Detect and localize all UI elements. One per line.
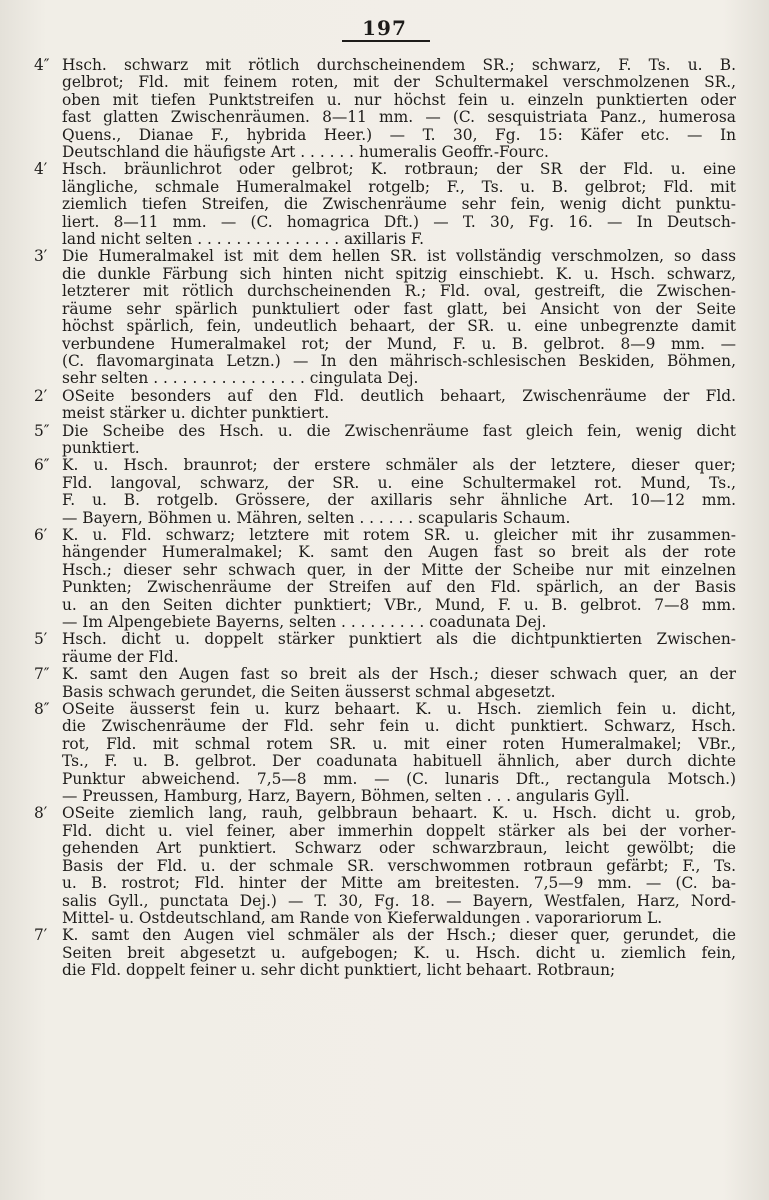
- text-line: meist stärker u. dichter punktiert.: [62, 404, 330, 423]
- key-entry: [36, 701, 736, 805]
- text-line: OSeite ziemlich lang, rauh, gelbbraun behaart. K. u. Hsch. dicht u. grob,: [62, 804, 736, 823]
- text-line: Hsch.; dieser sehr schwach quer, in der Mitte der Scheibe nur mit einzelnen: [62, 560, 736, 579]
- text-line: Hsch. schwarz mit rötlich durchscheinendem SR.; schwarz, F. Ts. u. B.: [62, 56, 736, 74]
- text-line: sehr selten . . . . . . . . . . . . . . . . cingulata Dej.: [62, 369, 419, 388]
- text-line: ziemlich tiefen Streifen, die Zwischenräume sehr fein, wenig dicht punktu-: [62, 195, 736, 214]
- couplet-number: 6″: [34, 456, 50, 475]
- text-line: land nicht selten . . . . . . . . . . . . . . . axillaris F.: [62, 230, 425, 249]
- text-line: räume sehr spärlich punktuliert oder fast glatt, bei Ansicht von der Seite: [62, 299, 736, 318]
- key-entry: [36, 631, 736, 666]
- text-line: — Bayern, Böhmen u. Mähren, selten . . . . . . scapularis Schaum.: [62, 508, 571, 527]
- text-line: punktiert.: [62, 438, 140, 457]
- couplet-number: 7″: [34, 665, 50, 684]
- text-line: die Zwischenräume der Fld. sehr fein u. dicht punktiert. Schwarz, Hsch.: [62, 717, 736, 736]
- couplet-number: 5″: [34, 421, 50, 440]
- key-entry: [36, 457, 736, 527]
- text-line: — Preussen, Hamburg, Harz, Bayern, Böhmen, selten . . . angularis Gyll.: [62, 787, 630, 806]
- couplet-number: 6′: [34, 525, 48, 544]
- text-line: Die Scheibe des Hsch. u. die Zwischenräume fast gleich fein, wenig dicht: [62, 421, 736, 440]
- key-entry: [36, 161, 736, 248]
- couplet-number: 4′: [34, 160, 48, 179]
- text-line: Quens., Dianae F., hybrida Heer.) — T. 30, Fg. 15: Käfer etc. — In: [62, 125, 736, 144]
- text-line: OSeite besonders auf den Fld. deutlich behaart, Zwischenräume der Fld.: [62, 386, 736, 405]
- text-line: Mittel- u. Ostdeutschland, am Rande von Kieferwaldungen . vaporariorum L.: [62, 908, 663, 927]
- page-number: 197: [362, 16, 407, 40]
- text-line: K. u. Hsch. braunrot; der erstere schmäler als der letztere, dieser quer;: [62, 456, 736, 475]
- text-line: Deutschland die häufigste Art . . . . . . humeralis Geoffr.-Fourc.: [62, 143, 549, 162]
- text-line: salis Gyll., punctata Dej.) — T. 30, Fg. 18. — Bayern, Westfalen, Harz, Nord-: [62, 891, 736, 910]
- text-line: die dunkle Färbung sich hinten nicht spitzig einschiebt. K. u. Hsch. schwarz,: [62, 264, 736, 283]
- text-line: Fld. langoval, schwarz, der SR. u. eine Schultermakel rot. Mund, Ts.,: [62, 473, 736, 492]
- text-line: Fld. dicht u. viel feiner, aber immerhin doppelt stärker als bei der vorher-: [62, 821, 736, 840]
- text-line: Punkten; Zwischenräume der Streifen auf den Fld. spärlich, an der Basis: [62, 578, 736, 597]
- text-line: längliche, schmale Humeralmakel rotgelb; F., Ts. u. B. gelbrot; Fld. mit: [62, 177, 736, 196]
- text-line: Ts., F. u. B. gelbrot. Der coadunata habituell ähnlich, aber durch dichte: [62, 752, 736, 771]
- text-line: Punktur abweichend. 7,5—8 mm. — (C. lunaris Dft., rectangula Motsch.): [62, 769, 736, 788]
- text-line: Basis der Fld. u. der schmale SR. verschwommen rotbraun gefärbt; F., Ts.: [62, 856, 736, 875]
- text-line: u. B. rostrot; Fld. hinter der Mitte am breitesten. 7,5—9 mm. — (C. ba-: [62, 874, 736, 893]
- text-line: F. u. B. rotgelb. Grössere, der axillaris sehr ähnliche Art. 10—12 mm.: [62, 491, 736, 510]
- text-line: Hsch. bräunlichrot oder gelbrot; K. rotbraun; der SR der Fld. u. eine: [62, 160, 736, 179]
- text-line: oben mit tiefen Punktstreifen u. nur höchst fein u. einzeln punktierten oder: [62, 90, 736, 109]
- text-line: räume der Fld.: [62, 647, 179, 666]
- text-line: K. samt den Augen viel schmäler als der Hsch.; dieser quer, gerundet, die: [62, 926, 736, 945]
- header-rule: [342, 40, 430, 42]
- key-entry: [36, 805, 736, 927]
- couplet-number: 4″: [34, 56, 50, 74]
- text-line: letzterer mit rötlich durchscheinenden R.; Fld. oval, gestreift, die Zwischen-: [62, 282, 736, 301]
- text-line: — Im Alpengebiete Bayerns, selten . . . . . . . . . coadunata Dej.: [62, 613, 547, 631]
- text-line: Seiten breit abgesetzt u. aufgebogen; K. u. Hsch. dicht u. ziemlich fein,: [62, 943, 736, 962]
- couplet-number: 5′: [34, 630, 48, 649]
- text-line: (C. flavomarginata Letzn.) — In den mährisch-schlesischen Beskiden, Böhmen,: [62, 351, 736, 370]
- text-line: K. u. Fld. schwarz; letztere mit rotem SR. u. gleicher mit ihr zusammen-: [62, 525, 736, 544]
- text-line: verbundene Humeralmakel rot; der Mund, F. u. B. gelbrot. 8—9 mm. —: [62, 334, 736, 353]
- text-line: Basis schwach gerundet, die Seiten äusserst schmal abgesetzt.: [62, 682, 556, 701]
- key-entry: [36, 248, 736, 387]
- text-line: Hsch. dicht u. doppelt stärker punktiert als die dichtpunktierten Zwischen-: [62, 630, 736, 649]
- text-line: gehenden Art punktiert. Schwarz oder schwarzbraun, leicht gewölbt; die: [62, 839, 736, 858]
- couplet-number: 7′: [34, 926, 48, 945]
- key-entry: [36, 388, 736, 423]
- key-entry: [36, 57, 736, 161]
- key-entry: [36, 927, 736, 979]
- text-line: rot, Fld. mit schmal rotem SR. u. mit einer roten Humeralmakel; VBr.,: [62, 734, 736, 753]
- couplet-number: 2′: [34, 386, 48, 405]
- key-entry: [36, 423, 736, 458]
- text-line: u. an den Seiten dichter punktiert; VBr., Mund, F. u. B. gelbrot. 7—8 mm.: [62, 595, 736, 614]
- text-line: OSeite äusserst fein u. kurz behaart. K. u. Hsch. ziemlich fein u. dicht,: [62, 700, 736, 719]
- text-line: die Fld. doppelt feiner u. sehr dicht punktiert, licht behaart. Rotbraun;: [62, 961, 616, 980]
- text-line: gelbrot; Fld. mit feinem roten, mit der Schultermakel verschmolzenen SR.,: [62, 73, 736, 92]
- couplet-number: 3′: [34, 247, 48, 266]
- text-line: höchst spärlich, fein, undeutlich behaart, der SR. u. eine unbegrenzte damit: [62, 317, 736, 336]
- text-line: Die Humeralmakel ist mit dem hellen SR. ist vollständig verschmolzen, so dass: [62, 247, 736, 266]
- couplet-number: 8″: [34, 700, 50, 719]
- text-line: K. samt den Augen fast so breit als der Hsch.; dieser schwach quer, an der: [62, 665, 736, 684]
- text-line: hängender Humeralmakel; K. samt den Augen fast so breit als der rote: [62, 543, 736, 562]
- key-text: [36, 57, 736, 980]
- key-entry: [36, 666, 736, 701]
- text-line: liert. 8—11 mm. — (C. homagrica Dft.) — T. 30, Fg. 16. — In Deutsch-: [62, 212, 736, 231]
- key-entry: [36, 527, 736, 631]
- text-line: fast glatten Zwischenräumen. 8—11 mm. — (C. sesquistriata Panz., humerosa: [62, 108, 736, 127]
- couplet-number: 8′: [34, 804, 48, 823]
